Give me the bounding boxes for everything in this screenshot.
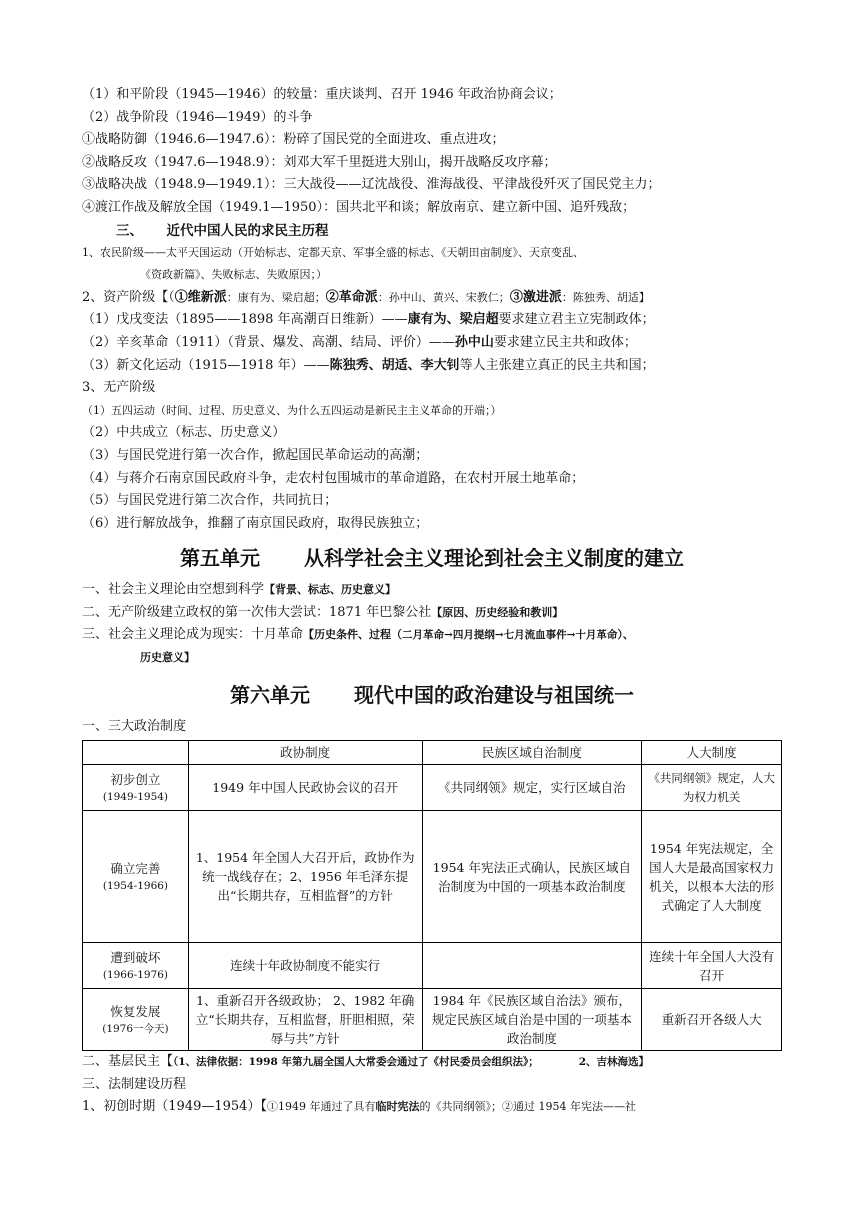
table-header-cell: 民族区域自治制度 (422, 741, 642, 765)
npc-cell: 《共同纲领》规定，人大为权力机关 (642, 765, 782, 811)
reform-text: （1）戊戌变法（1895——1898 年高潮百日维新）—— (82, 312, 408, 328)
npc-cell: 1954 年宪法规定，全国人大是最高国家权力机关，以根本大法的形式确定了人大制度 (642, 811, 782, 943)
proletariat-item-3: （3）与国民党进行第一次合作，掀起国民革命运动的高潮； (82, 447, 429, 463)
new-culture-leaders: 陈独秀、胡适、李大钊 (329, 357, 460, 373)
october-sequence: 二月革命→四月提纲→七月流血事件→十月革命 (402, 629, 618, 642)
unit6-title (82, 680, 782, 710)
autonomy-cell: 《共同纲领》规定，实行区域自治 (422, 765, 642, 811)
reform-leaders: 康有为、梁启超 (407, 312, 499, 328)
war-phase-war: （2）战争阶段（1946—1949）的斗争 (82, 109, 313, 125)
unit6-number: 第六单元 (230, 682, 310, 707)
stage-cell (83, 811, 189, 943)
autonomy-cell: 1954 年宪法正式确认，民族区域自治制度为中国的一项基本政治制度 (422, 811, 642, 943)
new-culture-goal: 等人主张建立真正的民主共和国； (459, 357, 655, 373)
autonomy-cell: 1984 年《民族区域自治法》颁布，规定民族区域自治是中国的一项基本政治制度 (422, 989, 642, 1051)
stage-cell (83, 943, 189, 989)
proletariat-item-4: （4）与蒋介石南京国民政府斗争，走农村包围城市的革命道路，在农村开展土地革命； (82, 470, 585, 486)
radicals-label: ③激进派 (509, 289, 562, 305)
cppcc-cell: 1、1954 年全国人大召开后，政协作为统一战线存在；2、1956 年毛泽东提出“长期共存，互相监督”的方针 (188, 811, 422, 943)
unit5-item-3-close: ）、 (617, 628, 634, 642)
grassroots-democracy-line (82, 1051, 782, 1074)
political-systems-table (82, 740, 782, 1051)
stage-years: (1966-1976) (102, 968, 169, 981)
unit5-name: 从科学社会主义理论到社会主义制度的建立 (304, 546, 684, 571)
revolutionaries-label: ②革命派 (325, 289, 378, 305)
unit6-name: 现代中国的政治建设与祖国统一 (354, 682, 634, 707)
unit5-item-3-note: 【历史条件、过程（ (303, 628, 403, 642)
unit5-item-3 (82, 624, 782, 647)
stage-cell (83, 989, 189, 1051)
peasant-line-2 (82, 264, 782, 287)
grassroots-election: 2、吉林海选】 (578, 1056, 650, 1069)
peasant-text-1: 1、农民阶级——太平天国运动（开始标志、定都天京、军事全盛的标志、《天朝田亩制度》、天京变乱、 (82, 245, 584, 259)
proletariat-item-6: （6）进行解放战争，推翻了南京国民政府，取得民族独立； (82, 515, 429, 531)
legal-text-b: 的《共同纲领》；②通过 1954 年宪法——社 (419, 1100, 636, 1114)
unit5-item-3-significance: 历史意义】 (140, 651, 195, 665)
war-phase-defense: ①战略防御（1946.6—1947.6）：粉碎了国民党的全面进攻、重点进攻； (82, 132, 505, 148)
grassroots-heading: 二、基层民主【 (82, 1054, 174, 1070)
legal-provisional-constitution: 临时宪法 (375, 1100, 420, 1114)
table-header-cell: 人大制度 (642, 741, 782, 765)
grassroots-law: （1、法律依据：1998 年第九届全国人大常委会通过了《村民委员会组织法》； (173, 1056, 539, 1069)
stage-cell (83, 765, 189, 811)
peasant-line-1 (82, 242, 782, 265)
stage-years: (1949-1954) (102, 790, 169, 803)
unit6-section-1: 一、三大政治制度 (82, 718, 187, 734)
unit5-item-3-cont (82, 647, 782, 670)
bourgeois-prefix: 2、资产阶级【（ (82, 289, 175, 305)
revolutionaries-names: ：孙中山、黄兴、宋教仁； (377, 290, 510, 304)
peasant-text-2: 《资政新篇》、失败标志、失败原因；） (140, 268, 327, 282)
stage-years: (1976一今天) (102, 1022, 169, 1035)
proletariat-item-1 (82, 400, 782, 423)
war-phase-peace: （1）和平阶段（1945—1946）的较量：重庆谈判、召开 1946 年政治协商会议； (82, 87, 562, 102)
reformists-label: ①维新派 (174, 289, 227, 305)
table-row (83, 811, 782, 943)
cppcc-cell: 连续十年政协制度不能实行 (188, 943, 422, 989)
unit5-item-1-note: 【背景、标志、历史意义】 (264, 583, 397, 597)
legal-history-heading: 三、法制建设历程 (82, 1076, 187, 1092)
radicals-names: ：陈独秀、胡适】 (561, 290, 650, 304)
may-fourth-text: （1）五四运动（时间、过程、历史意义、为什么五四运动是新民主主义革命的开端；） (82, 403, 502, 417)
legal-text-a: ①1949 年通过了具有 (266, 1100, 376, 1114)
table-row (83, 765, 782, 811)
stage-name: 遭到破坏 (110, 949, 161, 965)
unit5-number: 第五单元 (180, 546, 260, 571)
unit5-item-2 (82, 602, 782, 625)
unit5-item-3-text: 三、社会主义理论成为现实：十月革命 (82, 627, 304, 643)
revolution-leader: 孙中山 (454, 334, 494, 350)
stage-name: 确立完善 (110, 860, 161, 876)
bourgeois-line (82, 287, 782, 310)
war-phase-crossing: ④渡江作战及解放全国（1949.1—1950）：国共北平和谈；解放南京、建立新中国、追歼残敌； (82, 199, 636, 215)
unit5-title (82, 543, 782, 573)
table-header-cell (83, 741, 189, 765)
reformists-names: ：康有为、梁启超； (226, 290, 326, 304)
unit5-item-1-text: 一、社会主义理论由空想到科学 (82, 582, 265, 598)
revolution-1911 (82, 332, 782, 355)
new-culture-movement (82, 355, 782, 378)
stage-name: 恢复发展 (110, 1003, 161, 1019)
proletariat-item-5: （5）与国民党进行第二次合作，共同抗日； (82, 493, 338, 509)
unit5-item-2-text: 二、无产阶级建立政权的第一次伟大尝试：1871 年巴黎公社 (82, 604, 432, 620)
revolution-goal: 要求建立民主共和政体； (493, 334, 637, 350)
war-phase-decisive: ③战略决战（1948.9—1949.1）：三大战役——辽沈战役、淮海战役、平津战役歼灭了国民党主力； (82, 177, 661, 193)
reform-1898 (82, 309, 782, 332)
table-row (83, 943, 782, 989)
npc-cell: 连续十年全国人大没有召开 (642, 943, 782, 989)
revolution-text: （2）辛亥革命（1911）（背景、爆发、高潮、结局、评价）—— (82, 334, 455, 350)
document-page (82, 84, 782, 1119)
new-culture-text: （3）新文化运动（1915—1918 年）—— (82, 357, 330, 373)
npc-cell: 重新召开各级人大 (642, 989, 782, 1051)
table-header-row (83, 741, 782, 765)
reform-goal: 要求建立君主立宪制政体； (498, 312, 655, 328)
table-row (83, 989, 782, 1051)
section-heading-democracy: 三、 近代中国人民的求民主历程 (116, 222, 329, 239)
proletariat-heading: 3、无产阶级 (82, 380, 156, 396)
legal-period: 1、初创时期（1949—1954）【 (82, 1099, 267, 1115)
unit5-item-2-note: 【原因、历史经验和教训】 (431, 605, 564, 619)
stage-name: 初步创立 (110, 771, 161, 787)
unit5-item-1 (82, 579, 782, 602)
proletariat-item-2: （2）中共成立（标志、历史意义） (82, 425, 286, 441)
stage-years: (1954-1966) (102, 879, 169, 892)
legal-history-item-1 (82, 1096, 782, 1119)
table-header-cell: 政协制度 (188, 741, 422, 765)
cppcc-cell: 1、重新召开各级政协； 2、1982 年确立“长期共存，互相监督，肝胆相照，荣辱与共”方针 (188, 989, 422, 1051)
autonomy-cell (422, 943, 642, 989)
war-phase-counteroffensive: ②战略反攻（1947.6—1948.9）：刘邓大军千里挺进大别山，揭开战略反攻序幕； (82, 154, 557, 170)
cppcc-cell: 1949 年中国人民政协会议的召开 (188, 765, 422, 811)
